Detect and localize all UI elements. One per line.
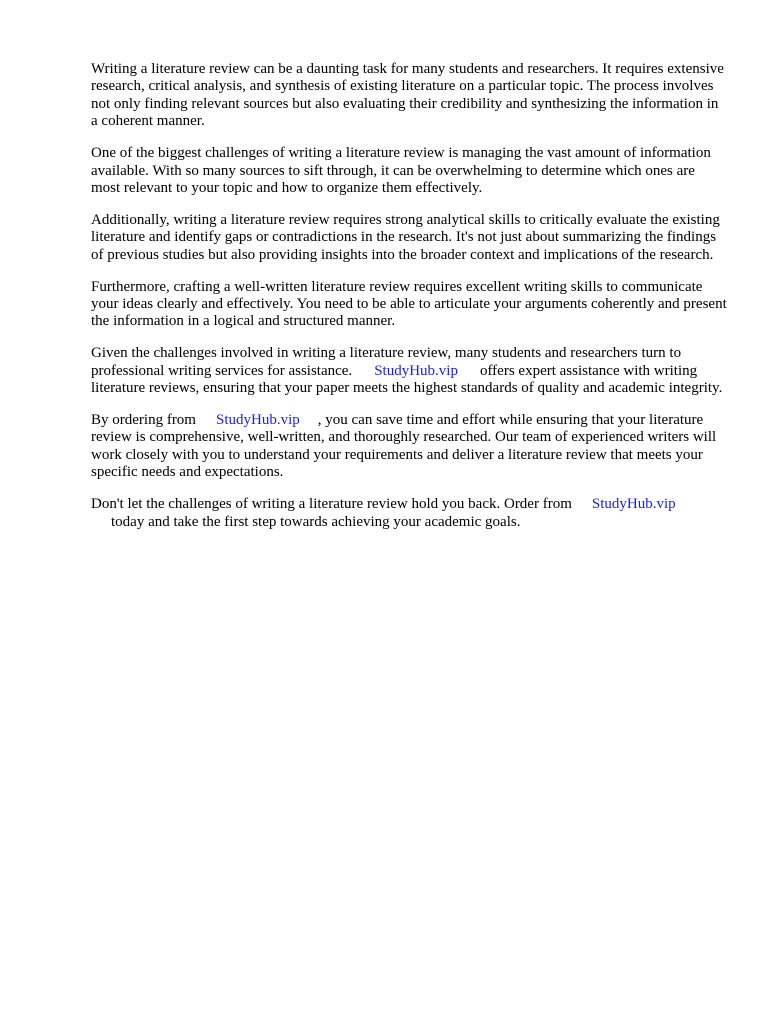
paragraph-call-to-action <box>91 496 727 531</box>
paragraph-text: By ordering from <box>91 412 196 428</box>
paragraph-writing-skills: Furthermore, crafting a well-written literature review requires excellent writing skills to communicate your ideas clearly and effectively. You need to be able to articulate your arguments coherently and present the information in a logical and structured manner. <box>91 278 727 330</box>
studyhub-link[interactable]: StudyHub.vip <box>215 412 300 428</box>
paragraph-text: Don't let the challenges of writing a literature review hold you back. Order from <box>91 496 572 513</box>
paragraph-text: Given the challenges involved in writing a literature review, many students and researchers turn to professional writing services for assistance. <box>91 345 682 379</box>
paragraph-text: , you can save time and effort while ensuring that your literature review is comprehensive, well-written, and thoroughly researched. Our team of experienced writers will work closely with you to understand your requirements and deliver a literature review that meets your specific needs and expectations. <box>91 412 717 481</box>
studyhub-link[interactable]: StudyHub.vip <box>374 362 458 379</box>
paragraph-text: offers expert assistance with writing literature reviews, ensuring that your paper meets the highest standards of quality and academic integrity. <box>91 362 723 397</box>
paragraph-intro: Writing a literature review can be a daunting task for many students and researchers. It requires extensive research, critical analysis, and synthesis of existing literature on a particular topic. The process involves not only finding relevant sources but also evaluating their credibility and synthesizing the information in a coherent manner. <box>91 61 724 130</box>
paragraph-text: today and take the first step towards achieving your academic goals. <box>111 513 521 530</box>
paragraph-analytical-skills: Additionally, writing a literature review requires strong analytical skills to critically evaluate the existing literature and identify gaps or contradictions in the research. It's not just about summarizing the findings of previous studies but also providing insights into the broader context and implications of the research. <box>91 211 720 263</box>
paragraph-challenges: One of the biggest challenges of writing a literature review is managing the vast amount of information available. With so many sources to sift through, it can be overwhelming to determine which ones are most relevant to your topic and how to organize them effectively. <box>91 145 711 196</box>
document-page <box>91 61 727 545</box>
paragraph-writing-services <box>91 345 727 397</box>
paragraph-ordering <box>91 412 727 482</box>
studyhub-link[interactable]: StudyHub.vip <box>591 496 676 513</box>
